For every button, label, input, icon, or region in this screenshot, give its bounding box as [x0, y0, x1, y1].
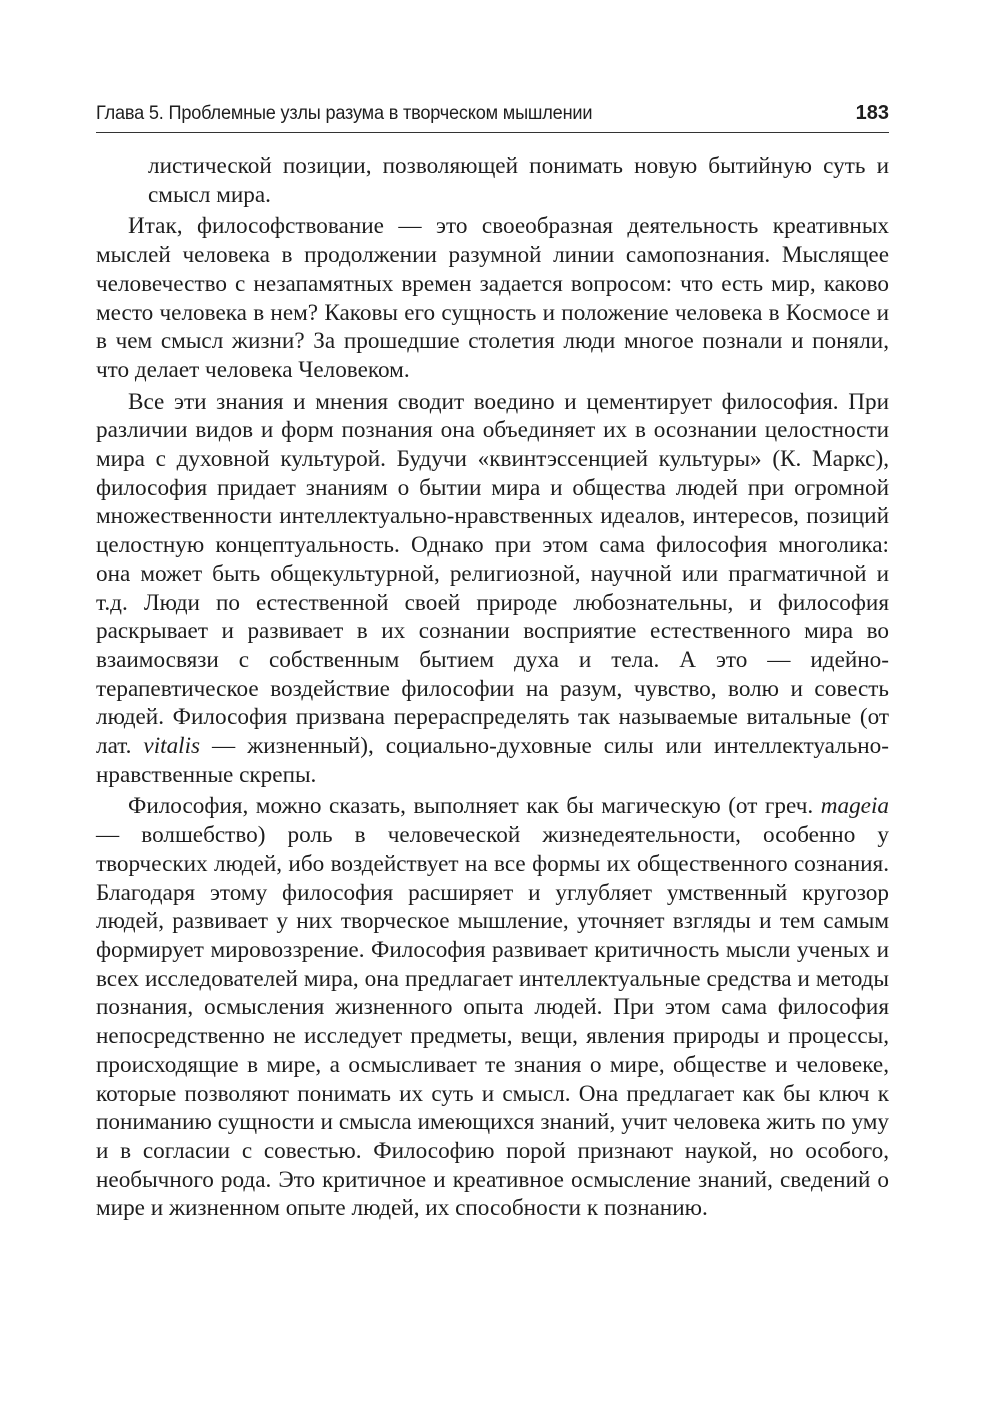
paragraph: [96, 388, 889, 790]
latin-term: vitalis: [143, 733, 201, 760]
page-number: 183: [855, 102, 889, 124]
paragraph: [96, 792, 889, 1223]
running-header: [96, 98, 889, 133]
paragraph-text: — жизненный), социально-духовные силы или интеллектуально-нравственные скрепы.: [96, 733, 889, 788]
paragraph: Итак, философствование — это своеобразная деятельность креативных мыслей человека в продолжении разумной линии самопознания. Мыслящее человечество с незапамятных времен задается вопросом: что есть мир, каково место человека в нем? Каковы его сущность и положение человека в Космосе и в чем смысл жизни? За прошедшие столетия люди многое познали и поняли, что делает человека Человеком.: [96, 213, 889, 383]
paragraph-text: Философия, можно сказать, выполняет как бы магическую (от греч.: [128, 793, 821, 820]
paragraph-continuation: листической позиции, позволяющей понимать новую бытийную суть и смысл мира.: [148, 153, 889, 208]
paragraph-text: — волшебство) роль в человеческой жизнедеятельности, особенно у творческих людей, ибо воздействует на все формы их общественного сознания. Благодаря этому философия расширяет и углубляет умственный кругозор людей, развивает у них творческое мышление, уточняет взгляды и тем самым формирует мировоззрение. Философия развивает критичность мысли ученых и всех исследователей мира, она предлагает интеллектуальные средства и методы познания, осмысления жизненного опыта людей. При этом сама философия непосредственно не исследует предметы, вещи, явления природы и процессы, происходящие в мире, а осмысливает те знания о мире, обществе и человеке, которые позволяют понимать их суть и смысл. Она предлагает как бы ключ к пониманию сущности и смысла имеющихся знаний, учит человека жить по уму и в согласии с совестью. Философию порой признают наукой, но особого, необычного рода. Это критичное и креативное осмысление знаний, сведений о мире и жизненном опыте людей, их способности к познанию.: [96, 822, 889, 1222]
paragraph-text: Все эти знания и мнения сводит воедино и цементирует философия. При различии видов и форм познания она объединяет их в осознании целостности мира с духовной культурой. Будучи «квинтэссенцией культуры» (К. Маркс), философия придает знаниям о бытии мира и общества людей при огромной множественности интеллектуально-нравственных идеалов, интересов, позиций целостную концептуальность. Однако при этом сама философия многолика: она может быть общекультурной, религиозной, научной или прагматичной и т.д. Люди по естественной своей природе любознательны, и философия раскрывает и развивает в их сознании восприятие естественного мира во взаимосвязи с собственным бытием духа и тела. А это — идейно-терапевтическое воздействие философии на разум, чувство, волю и совесть людей. Философия призвана перераспределять так называемые витальные (от лат.: [96, 388, 889, 760]
body-text: [96, 152, 889, 1223]
greek-term: mageia: [820, 793, 889, 820]
chapter-title: Глава 5. Проблемные узлы разума в творческом мышлении: [96, 102, 593, 124]
